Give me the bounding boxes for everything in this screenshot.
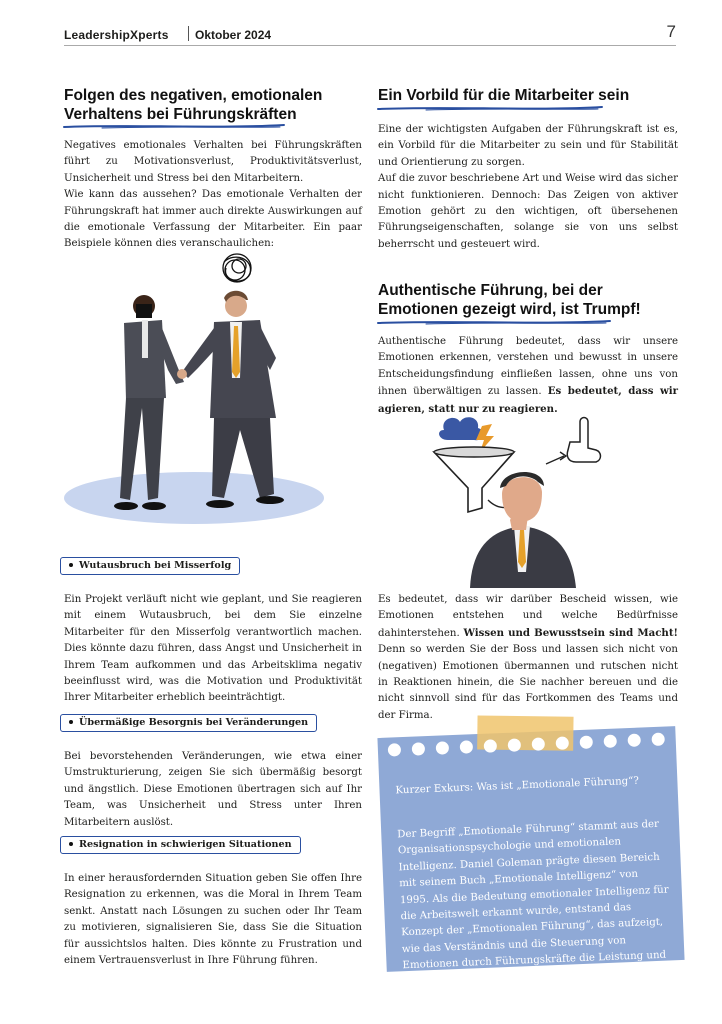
left-intro-p2: Wie kann das aussehen? Das emotionale Verhalten der Führungskraft hat immer auch direkte Auswirkungen auf die emotionale Verfassung der Mitarbeiter. Ein paar Beispiele können dies veranschaulichen:	[64, 189, 362, 250]
right-p4-bold: Wissen und Bewusstsein sind Macht!	[463, 626, 678, 639]
issue-date: Oktober 2024	[195, 28, 272, 42]
right-section-3	[378, 592, 678, 724]
right-section-2	[378, 334, 678, 418]
tag3-paragraph: In einer herausfordernden Situation geben Sie offen Ihre Resignation zu erkennen, was die Moral in Ihrem Team senkt. Anstatt nach Lösungen zu suchen oder Ihr Team zu motivieren, signalisieren Sie, dass Sie die Situation für aussichtslos halten. Dies könnte zu Frustration und einem Vertrauensverlust in Ihre Führung führen.	[64, 873, 362, 967]
left-heading-line2: Verhaltens bei Führungskräften	[64, 106, 297, 123]
right-section-1	[378, 122, 678, 253]
right-heading-2-line1: Authentische Führung, bei der	[378, 282, 603, 299]
tag2-paragraph: Bei bevorstehenden Veränderungen, wie etwa einer Umstrukturierung, zeigen Sie sich übermäßig besorgt und ängstlich. Diese Emotionen übertragen sich auf Ihr Team, was Unsicherheit und Stress unter Ihren Mitarbeitern auslöst.	[64, 751, 362, 828]
header-rule	[64, 45, 676, 46]
right-heading-2-underline	[376, 318, 614, 326]
tag-besorgnis	[60, 714, 317, 732]
bullet-dot	[69, 720, 73, 724]
page-header	[64, 22, 676, 44]
right-heading-1-underline	[376, 104, 606, 112]
tag-besorgnis-label: Übermäßige Besorgnis bei Veränderungen	[79, 717, 309, 728]
left-intro-p1: Negatives emotionales Verhalten bei Führungskräften führt zu Motivationsverlust, Produktivitätsverlust, Unsicherheit und Stress bei den Mitarbeitern.	[64, 140, 362, 184]
right-p2: Auf die zuvor beschriebene Art und Weise wird das sicher nicht funktionieren. Dennoch: Das Zeigen von aktiver Emotion gehört zu den wichtigen, oft übersehenen Führungseigenschaften, solange sie von uns selbst beherrscht und gesteuert wird.	[378, 173, 678, 250]
tag-resignation	[60, 836, 301, 854]
right-heading-2	[378, 281, 678, 319]
tag1-text	[64, 592, 362, 707]
funnel-illustration	[430, 412, 630, 588]
bullet-dot	[69, 842, 73, 846]
left-intro	[64, 138, 362, 253]
right-p4	[378, 592, 678, 724]
exkurs-note-card	[377, 726, 684, 988]
tag2-text	[64, 749, 362, 831]
right-p4-text-a: Es bedeutet, dass wir darüber Bescheid wissen, wie Emotionen entstehen und welche Bedürfnisse dahinterstehen.	[378, 594, 678, 639]
tag-wutausbruch	[60, 557, 240, 575]
header-separator	[188, 26, 189, 41]
brand-name: LeadershipXperts	[64, 28, 169, 42]
tag3-text	[64, 871, 362, 969]
left-heading-underline	[62, 122, 288, 130]
tag-wutausbruch-label: Wutausbruch bei Misserfolg	[79, 560, 232, 571]
note-text: Der Begriff „Emotionale Führung“ stammt aus der Organisationspsychologie und emotionalen Intelligenz. Daniel Goleman prägte diesen Bereich mit seinem Buch „Emotionale Intelligenz“ von 1995. Als die Bedeutung emotionaler Intelligenz für die Arbeitswelt erkannt wurde, entstand das Konzept der „Emotionalen Führung“, das aufzeigt, wie das Verständnis und die Steuerung von Emotionen durch Führungskräfte die Leistung und das Wohlbefinden der Mitarbeiter beeinflussen.	[397, 818, 669, 988]
businessmen-illustration	[64, 248, 364, 528]
left-heading-line1: Folgen des negativen, emotionalen	[64, 87, 323, 104]
right-heading-1: Ein Vorbild für die Mitarbeiter sein	[378, 87, 630, 104]
page-number: 7	[666, 22, 676, 41]
right-p3-text: Authentische Führung bedeutet, dass wir unsere Emotionen erkennen, verstehen und bewusst in unsere Entscheidungsfindung einfließen lassen, ohne uns von ihnen überwältigen zu lassen.	[378, 336, 678, 398]
right-p3	[378, 334, 678, 418]
right-p1: Eine der wichtigsten Aufgaben der Führungskraft ist es, ein Vorbild für die Mitarbeiter zu sein und für Stabilität und Orientierung zu sorgen.	[378, 124, 678, 168]
right-p4-text-b: Denn so werden Sie der Boss und lassen sich nicht von (negativen) Emotionen übermannen und rutschen nicht in Reaktionen hinein, die Sie nachher bereuen und die nicht sinnvoll sind für das Fortkommen des Teams und der Firma.	[378, 644, 678, 721]
left-heading	[64, 86, 364, 124]
note-title: Kurzer Exkurs: Was ist „Emotionale Führung“?	[395, 775, 640, 797]
right-p3-bold: Es bedeutet, dass wir agieren, statt nur zu reagieren.	[378, 385, 678, 415]
bullet-dot	[69, 563, 73, 567]
right-heading-2-line2: Emotionen gezeigt wird, ist Trumpf!	[378, 301, 641, 318]
tag-resignation-label: Resignation in schwierigen Situationen	[79, 839, 292, 850]
tag1-paragraph: Ein Projekt verläuft nicht wie geplant, und Sie reagieren mit einem Wutausbruch, bei dem Sie einzelne Mitarbeiter für den Misserfolg verantwortlich machen. Dies könnte dazu führen, dass Angst und Unsicherheit in Ihrem Team aufkommen und das Arbeitsklima negativ beeinflusst wird, was die Motivation und Produktivität Ihrer Mitarbeiter erheblich beeinträchtigt.	[64, 594, 362, 704]
